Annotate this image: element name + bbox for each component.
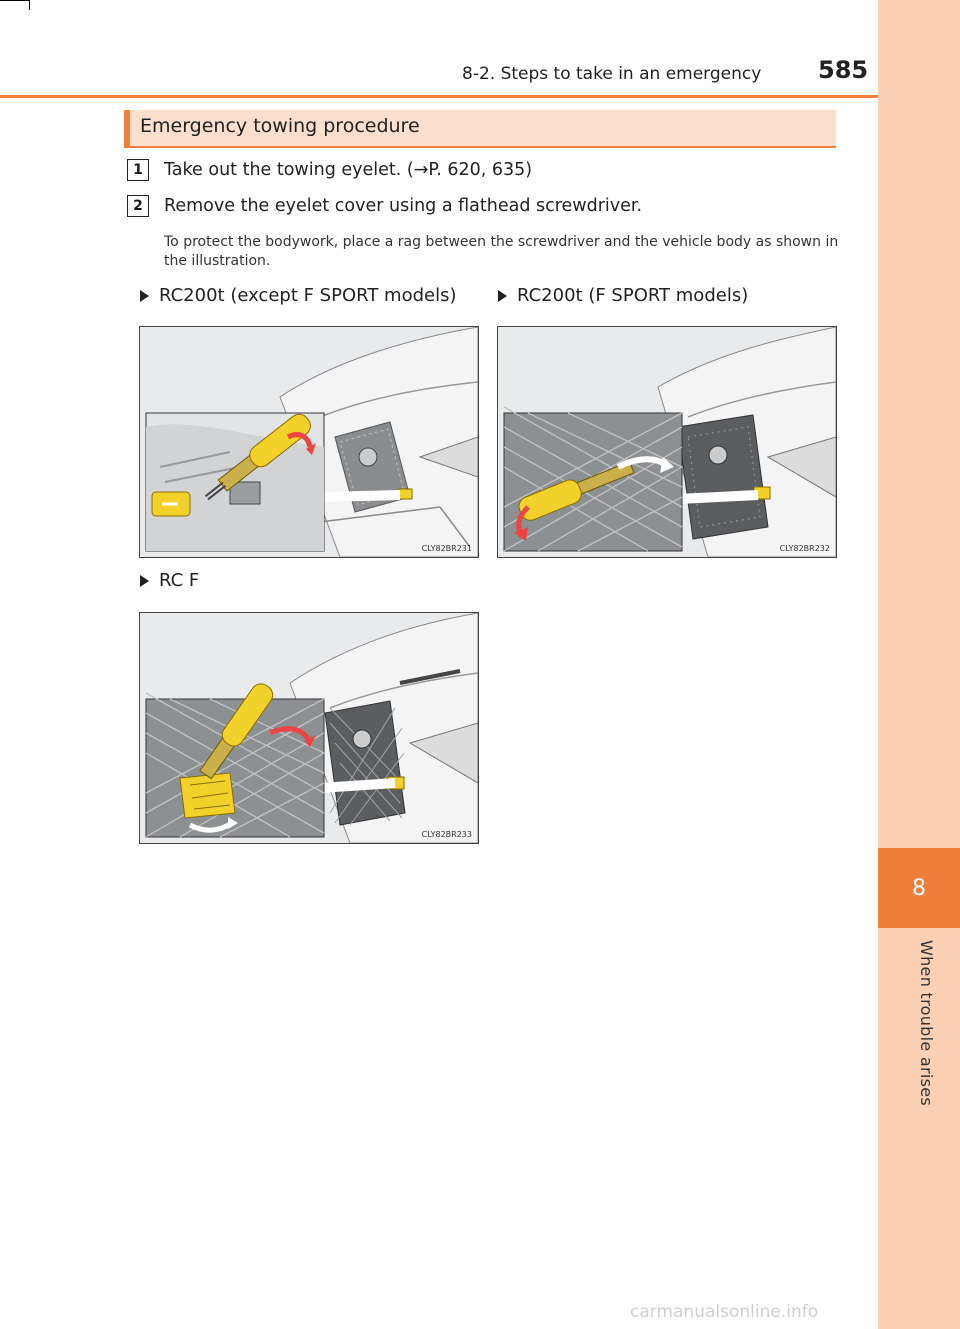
figure-illustration-1 (139, 326, 479, 558)
figure-illustration-3 (139, 612, 479, 844)
page-header (0, 0, 878, 98)
triangle-bullet-icon (498, 290, 507, 302)
section-title: 8-2. Steps to take in an emergency (462, 64, 762, 84)
chapter-title: When trouble arises (917, 940, 936, 1107)
step-number-2: 2 (127, 195, 149, 217)
page-number: 585 (818, 56, 869, 84)
triangle-bullet-icon (140, 575, 149, 587)
step-note: To protect the bodywork, place a rag between the screwdriver and the vehicle body as shown in the illustration. (164, 234, 839, 269)
chapter-side-tab (878, 0, 960, 1329)
section-heading: Emergency towing procedure (140, 115, 420, 137)
chapter-number: 8 (878, 848, 960, 928)
figure-caption-text: RC200t (F SPORT models) (517, 285, 749, 306)
step-text-1: Take out the towing eyelet. (→P. 620, 635) (164, 160, 533, 180)
figure-code: CLY82BR232 (779, 544, 830, 553)
car-front-illustration (140, 613, 478, 843)
section-heading-banner (124, 110, 836, 148)
watermark: carmanualsonline.info (630, 1302, 819, 1322)
figure-caption-text: RC200t (except F SPORT models) (159, 285, 457, 306)
figure-illustration-2 (497, 326, 837, 558)
figure-code: CLY82BR233 (421, 830, 472, 839)
triangle-bullet-icon (140, 290, 149, 302)
car-front-illustration (498, 327, 836, 557)
step-number-1: 1 (127, 159, 149, 181)
car-front-illustration (140, 327, 478, 557)
figure-caption-1 (140, 285, 457, 306)
figure-caption-text: RC F (159, 570, 200, 591)
figure-code: CLY82BR231 (421, 544, 472, 553)
step-text-2: Remove the eyelet cover using a flathead screwdriver. (164, 196, 643, 216)
figure-caption-2 (498, 285, 748, 306)
figure-caption-3 (140, 570, 199, 591)
